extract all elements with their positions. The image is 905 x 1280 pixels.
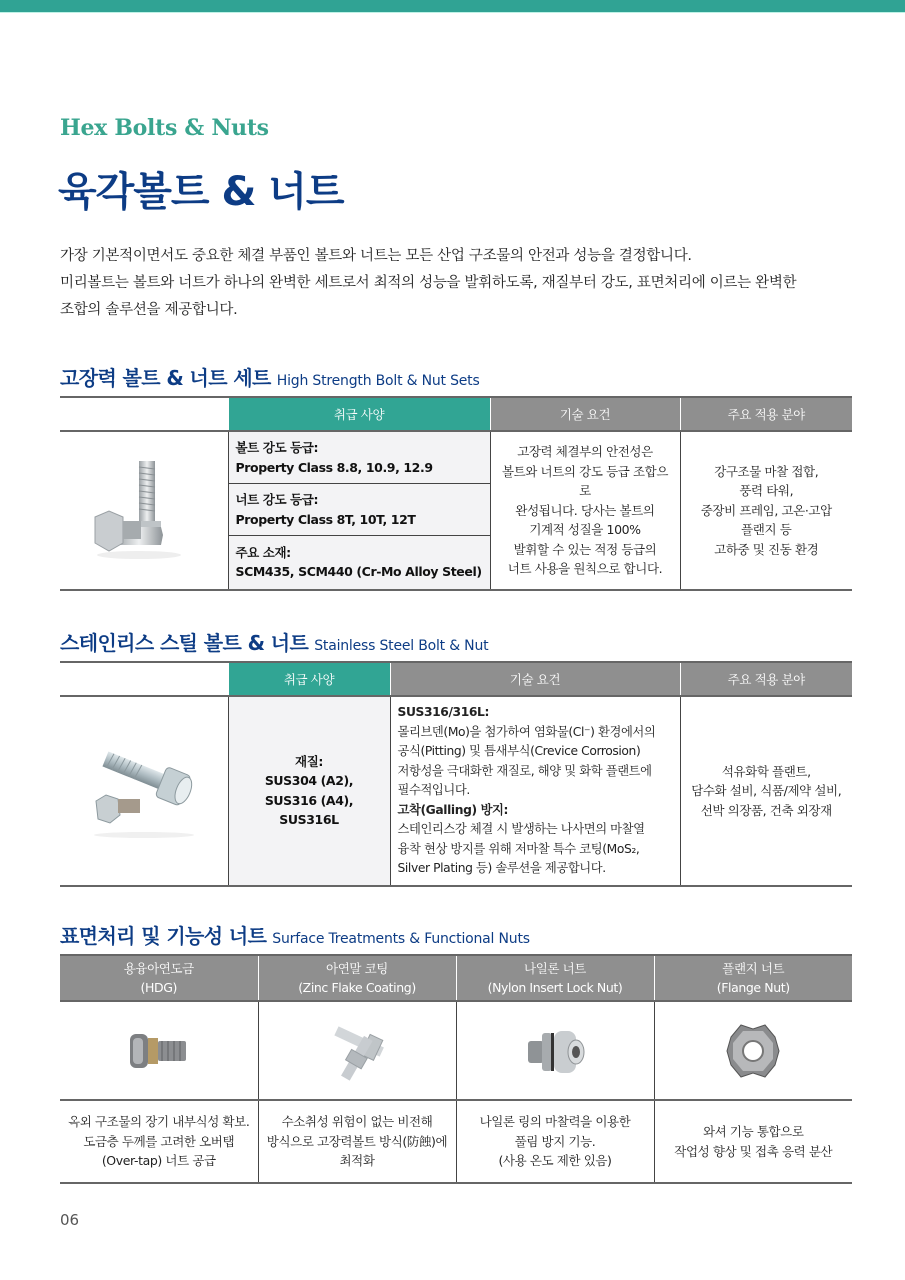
section-title-en: High Strength Bolt & Nut Sets <box>276 373 480 389</box>
tech-line: 스테인리스강 체결 시 발생하는 나사면의 마찰열 <box>397 822 645 836</box>
surface-treatment-table <box>60 954 852 1184</box>
header-name-en: (Nylon Insert Lock Nut) <box>487 980 623 995</box>
tech-line: 저항성을 극대화한 재질로, 해양 및 화학 플랜트에 <box>397 763 652 778</box>
app-line: 석유화학 플랜트, <box>721 763 811 779</box>
app-line: 풍력 타워, <box>739 483 794 498</box>
tech-requirements-cell <box>390 696 680 886</box>
high-strength-table <box>60 396 852 591</box>
tech-line: 고장력 체결부의 안전성은 <box>517 444 653 459</box>
header-name-ko: 아연말 코팅 <box>326 961 388 976</box>
column-header-tech: 기술 요건 <box>490 397 680 431</box>
header-name-en: (HDG) <box>140 980 177 995</box>
header-name-en: (Flange Nut) <box>716 980 790 995</box>
column-header-flange-nut <box>654 955 852 1001</box>
app-line: 중장비 프레임, 고온·고압 <box>700 502 832 518</box>
desc-line: 최적화 <box>339 1153 375 1169</box>
intro-line: 가장 기본적이면서도 중요한 체결 부품인 볼트와 너트는 모든 산업 구조물의 안전과 성능을 결정합니다. <box>60 248 692 264</box>
desc-line: 작업성 향상 및 접촉 응력 분산 <box>674 1143 833 1159</box>
eyebrow-heading: Hex Bolts & Nuts <box>60 115 269 141</box>
header-name-ko: 용융아연도금 <box>123 961 194 976</box>
spec-value: SUS316L <box>279 812 339 828</box>
spec-label: 너트 강도 등급: <box>235 492 319 507</box>
tech-line: Silver Plating 등) 솔루션을 제공합니다. <box>397 861 606 875</box>
intro-paragraph <box>60 243 860 324</box>
desc-line: (Over-tap) 너트 공급 <box>101 1153 216 1169</box>
tech-heading: SUS316/316L: <box>397 705 489 719</box>
applications-cell <box>680 696 852 886</box>
desc-line: 나일론 링의 마찰력을 이용한 <box>479 1114 631 1130</box>
app-line: 고하중 및 진동 환경 <box>714 541 819 557</box>
section-title-ko: 스테인리스 스틸 볼트 & 너트 <box>60 631 309 655</box>
zinc-flake-bolts-image <box>258 1001 456 1100</box>
spec-label: 주요 소재: <box>235 544 291 560</box>
spec-value: SUS304 (A2), <box>264 773 354 789</box>
image-header-blank <box>60 397 228 431</box>
tech-line: 공식(Pitting) 및 틈새부식(Crevice Corrosion) <box>397 744 641 758</box>
flange-nut-image <box>654 1001 852 1100</box>
tech-line: 필수적입니다. <box>397 783 470 797</box>
header-name-ko: 나일론 너트 <box>524 961 586 976</box>
spec-value: Property Class 8T, 10T, 12T <box>235 511 416 527</box>
nylon-nut-description <box>456 1100 654 1183</box>
intro-line: 조합의 솔루션을 제공합니다. <box>60 302 238 318</box>
app-line: 선박 의장품, 건축 외장재 <box>700 802 832 818</box>
tech-heading: 고착(Galling) 방지: <box>397 802 509 817</box>
column-header-tech: 기술 요건 <box>390 662 680 696</box>
section-title-high-strength <box>60 362 480 391</box>
header-name-en: (Zinc Flake Coating) <box>298 980 416 995</box>
stainless-bolt-and-nut-image <box>60 696 228 886</box>
applications-cell <box>680 431 852 590</box>
column-header-spec: 취급 사양 <box>228 397 490 431</box>
image-header-blank <box>60 662 228 696</box>
nylon-lock-nut-image <box>456 1001 654 1100</box>
spec-nut-grade <box>228 484 490 536</box>
desc-line: 와셔 기능 통합으로 <box>702 1124 804 1139</box>
top-accent-bar <box>0 0 905 13</box>
app-line: 플랜지 등 <box>741 522 792 537</box>
flange-nut-description <box>654 1100 852 1183</box>
spec-label: 재질: <box>295 753 323 769</box>
desc-line: 도금층 두께를 고려한 오버탭 <box>83 1133 235 1149</box>
column-header-zinc-flake <box>258 955 456 1001</box>
hex-bolt-and-nut-image <box>60 431 228 590</box>
hdg-bolt-image <box>60 1001 258 1100</box>
page-number: 06 <box>60 1211 80 1229</box>
tech-line: 완성됩니다. 당사는 볼트의 <box>515 502 655 518</box>
tech-line: 몰리브덴(Mo)을 첨가하여 염화물(Cl⁻) 환경에서의 <box>397 724 656 739</box>
section-title-stainless <box>60 627 488 656</box>
page-title: 육각볼트 & 너트 <box>58 169 344 215</box>
tech-line: 기계적 성질을 100% <box>529 522 641 537</box>
column-header-hdg <box>60 955 258 1001</box>
column-header-spec: 취급 사양 <box>228 662 390 696</box>
tech-line: 발휘할 수 있는 적정 등급의 <box>513 541 657 557</box>
spec-value: SUS316 (A4), <box>264 792 354 808</box>
desc-line: 방식으로 고장력볼트 방식(防蝕)에 <box>266 1133 448 1149</box>
spec-value: Property Class 8.8, 10.9, 12.9 <box>235 459 433 475</box>
stainless-table <box>60 661 852 887</box>
column-header-apps: 주요 적용 분야 <box>680 662 852 696</box>
tech-line: 융착 현상 방지를 위해 저마찰 특수 코팅(MoS₂, <box>397 841 640 856</box>
spec-label: 볼트 강도 등급: <box>235 440 319 455</box>
desc-line: (사용 온도 제한 있음) <box>498 1153 612 1169</box>
desc-line: 풀림 방지 기능. <box>514 1133 596 1149</box>
zinc-flake-description <box>258 1100 456 1183</box>
tech-line: 너트 사용을 원칙으로 합니다. <box>507 561 663 576</box>
section-title-en: Surface Treatments & Functional Nuts <box>272 931 530 947</box>
tech-requirements-cell <box>490 431 680 590</box>
section-title-ko: 고장력 볼트 & 너트 세트 <box>60 366 271 390</box>
app-line: 강구조물 마찰 접합, <box>714 463 819 479</box>
tech-line: 볼트와 너트의 강도 등급 조합으로 <box>501 463 669 498</box>
spec-bolt-grade <box>228 431 490 484</box>
section-title-surface <box>60 920 530 949</box>
desc-line: 옥외 구조물의 장기 내부식성 확보. <box>68 1114 250 1130</box>
spec-material <box>228 696 390 886</box>
spec-material <box>228 536 490 590</box>
app-line: 담수화 설비, 식품/제약 설비, <box>691 783 842 798</box>
spec-value: SCM435, SCM440 (Cr-Mo Alloy Steel) <box>235 564 482 580</box>
column-header-apps: 주요 적용 분야 <box>680 397 852 431</box>
desc-line: 수소취성 위험이 없는 비전해 <box>281 1114 433 1130</box>
section-title-ko: 표면처리 및 기능성 너트 <box>60 924 267 948</box>
header-name-ko: 플랜지 너트 <box>722 961 785 976</box>
hdg-description <box>60 1100 258 1183</box>
column-header-nylon-nut <box>456 955 654 1001</box>
intro-line: 미리볼트는 볼트와 너트가 하나의 완벽한 세트로서 최적의 성능을 발휘하도록, 재질부터 강도, 표면처리에 이르는 완벽한 <box>60 275 797 291</box>
section-title-en: Stainless Steel Bolt & Nut <box>314 638 489 654</box>
